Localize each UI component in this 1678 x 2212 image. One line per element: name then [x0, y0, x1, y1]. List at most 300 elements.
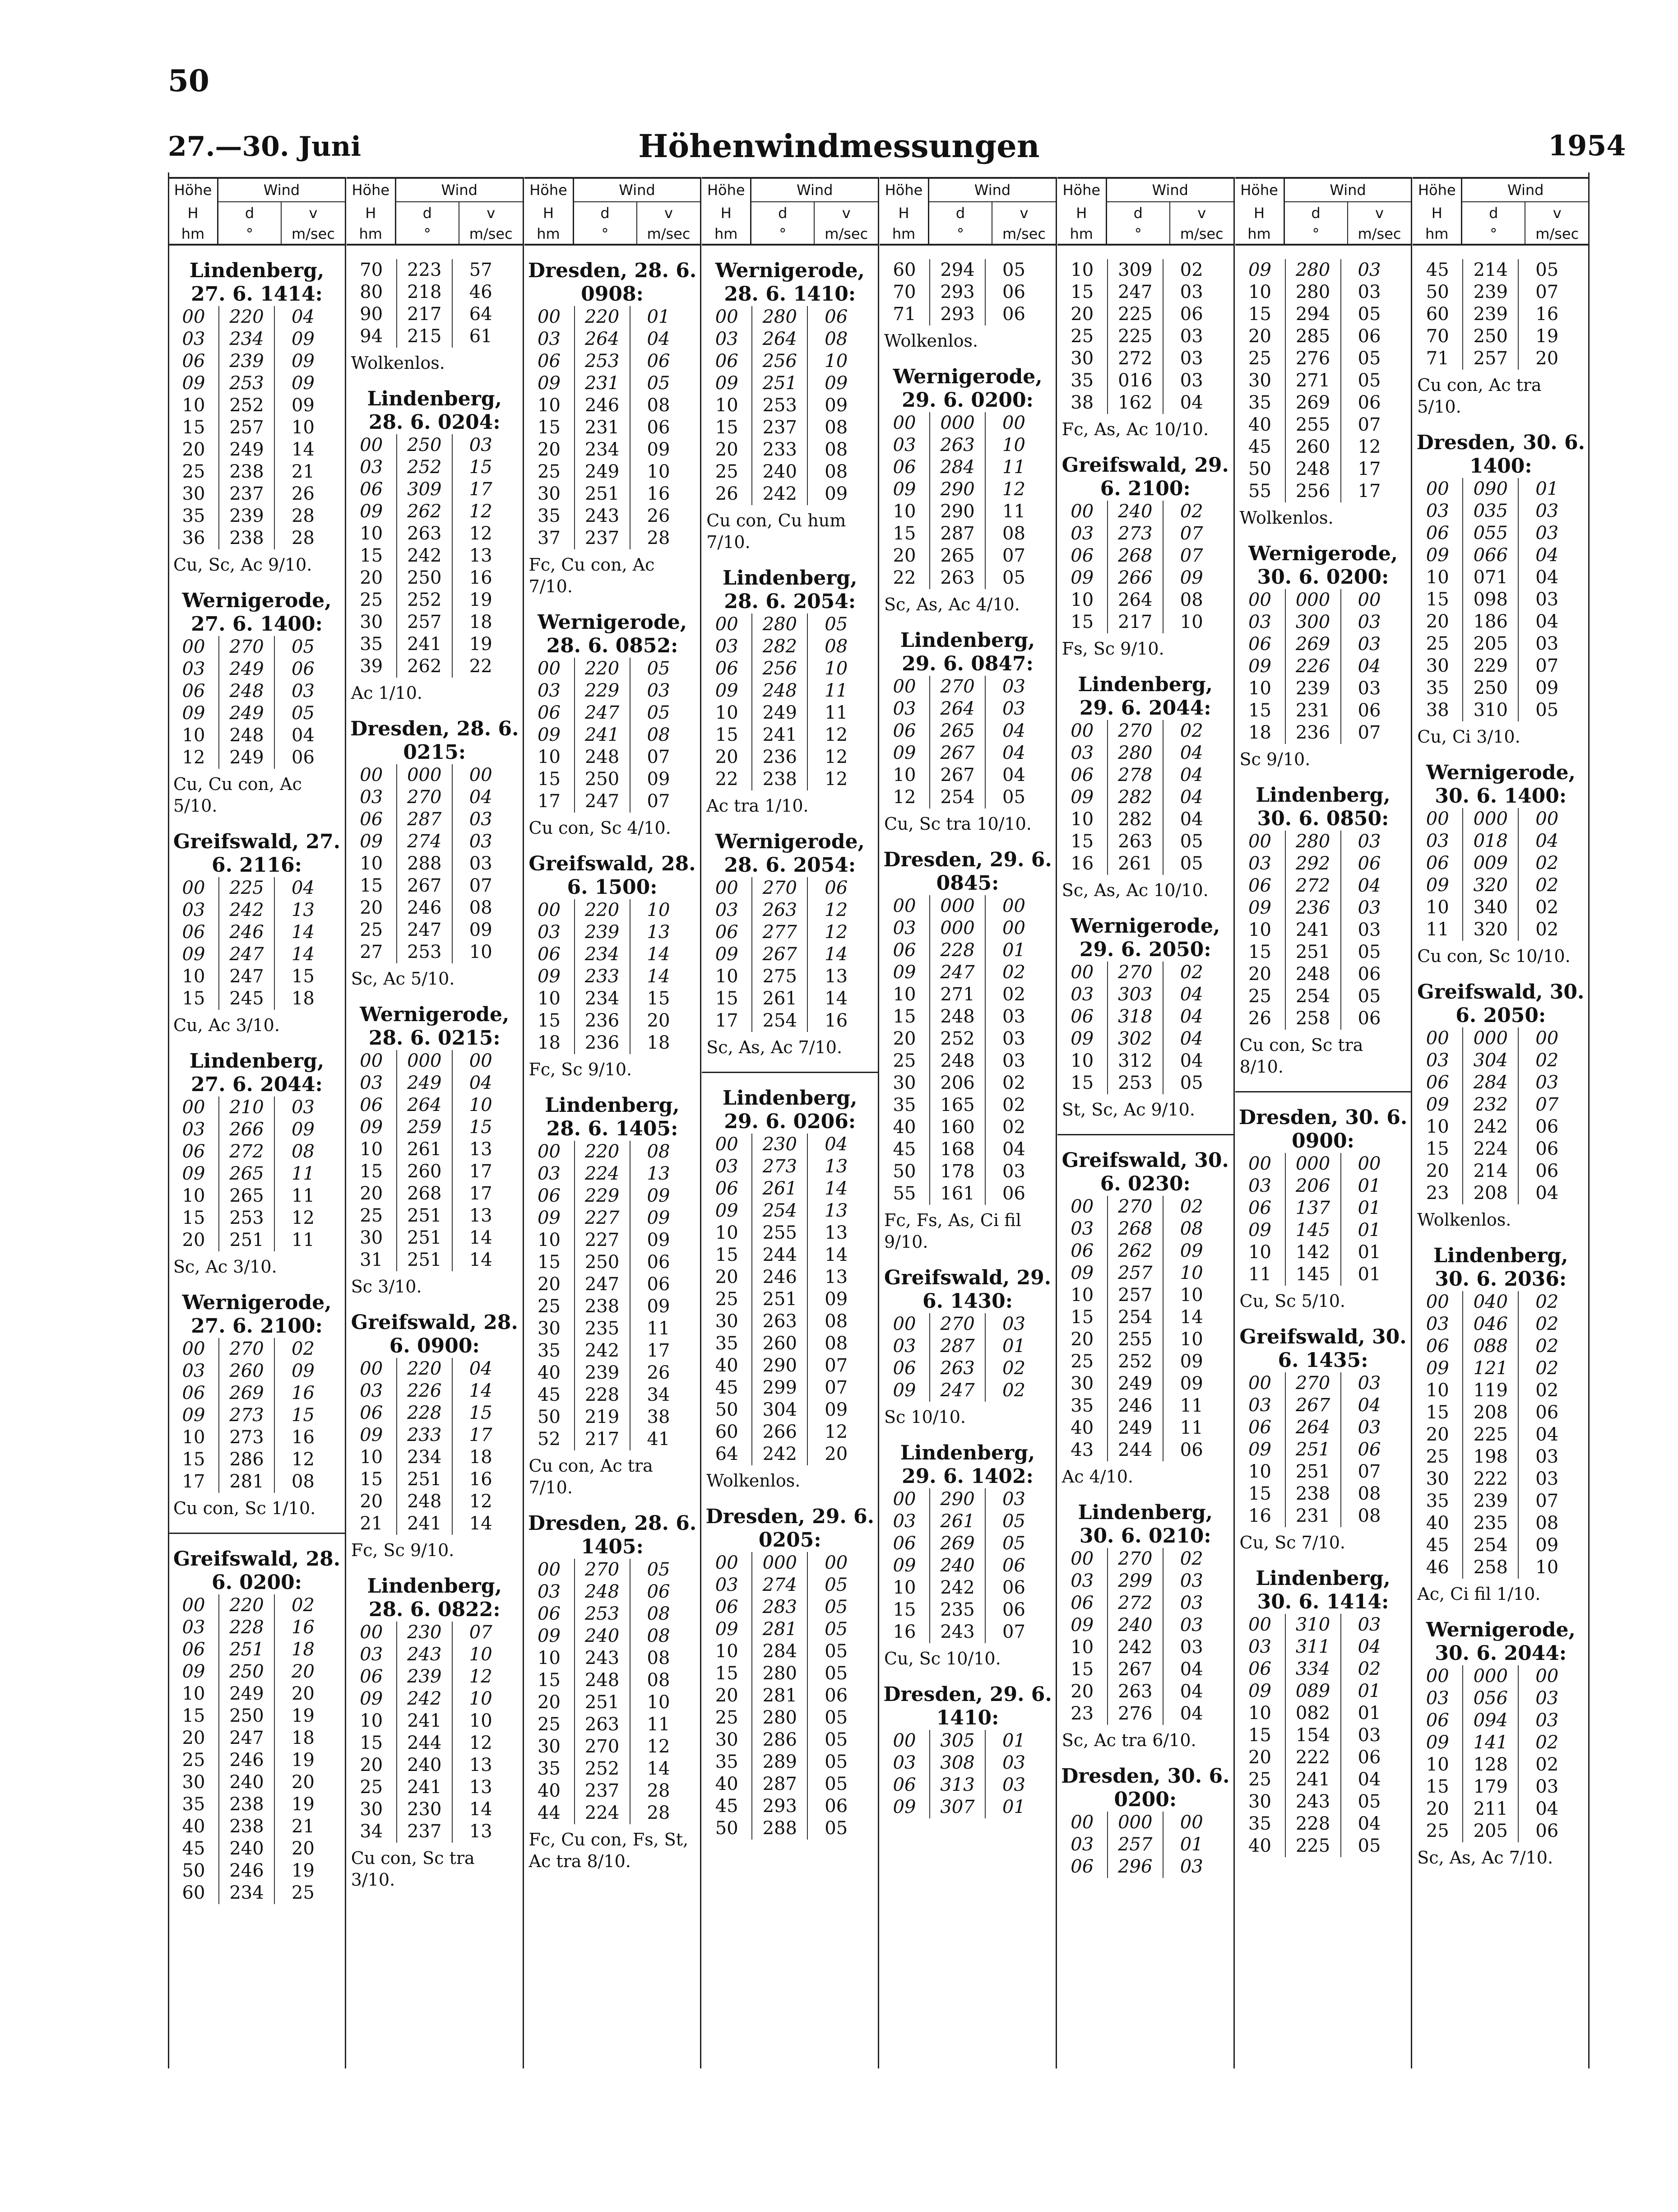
speed-cell: 03 — [1535, 1468, 1559, 1489]
direction-cell: 009 — [1462, 852, 1519, 874]
table-row — [347, 941, 523, 963]
table-row — [524, 1669, 700, 1692]
height-cell: 64 — [715, 1444, 738, 1464]
height-cell: 00 — [1248, 590, 1271, 610]
table-row — [169, 899, 345, 921]
direction-cell: 263 — [396, 523, 453, 545]
table-row — [347, 1139, 523, 1161]
table-row — [524, 306, 700, 328]
height-cell: 09 — [715, 680, 738, 701]
table-row — [1235, 1372, 1411, 1394]
height-cell: 15 — [1248, 304, 1271, 325]
speed-cell: 10 — [1180, 1285, 1203, 1306]
table-row — [1235, 722, 1411, 744]
table-row — [1235, 875, 1411, 897]
station-title: Lindenberg, 28. 6. 0204: — [367, 387, 502, 434]
speed-cell: 10 — [1002, 435, 1025, 455]
height-cell: 06 — [1426, 853, 1449, 874]
height-cell: 03 — [1426, 1050, 1449, 1071]
height-cell: 00 — [1248, 1153, 1271, 1174]
direction-cell: 238 — [1285, 1483, 1341, 1505]
speed-cell: 00 — [1002, 413, 1025, 433]
speed-cell: 10 — [647, 1692, 670, 1713]
station-group — [1235, 1106, 1411, 1312]
speed-cell: 07 — [825, 1377, 848, 1398]
direction-cell: 313 — [929, 1774, 986, 1796]
direction-cell: 251 — [1285, 1461, 1341, 1483]
table-row — [702, 1618, 878, 1640]
cloud-note: Wolkenlos. — [351, 353, 445, 373]
height-cell: 35 — [182, 506, 205, 526]
speed-cell: 03 — [1002, 1050, 1025, 1071]
height-cell: 15 — [1426, 1776, 1449, 1797]
station-title: Lindenberg, 28. 6. 1405: — [545, 1094, 680, 1140]
table-row — [347, 1821, 523, 1843]
speed-cell: 12 — [292, 1449, 315, 1470]
speed-cell: 09 — [647, 1296, 670, 1317]
height-cell: 09 — [1426, 545, 1449, 566]
speed-cell: 08 — [469, 897, 492, 918]
speed-cell: 05 — [1180, 1073, 1203, 1093]
column-header — [1413, 177, 1589, 246]
table-row — [347, 501, 523, 523]
speed-cell: 08 — [647, 1670, 670, 1691]
height-cell: 50 — [182, 1860, 205, 1881]
table-row — [1235, 941, 1411, 963]
table-row — [702, 1222, 878, 1244]
station-group — [169, 1291, 345, 1519]
table-row — [1413, 1335, 1589, 1357]
table-row — [1057, 1373, 1233, 1395]
speed-cell: 01 — [1358, 1176, 1381, 1196]
direction-cell: 290 — [929, 479, 986, 501]
direction-cell: 242 — [574, 1340, 630, 1362]
table-row — [347, 1666, 523, 1688]
direction-cell: 276 — [1107, 1703, 1163, 1725]
direction-cell: 219 — [574, 1406, 630, 1428]
height-cell: 40 — [715, 1355, 738, 1376]
direction-cell: 241 — [396, 1513, 453, 1535]
table-row — [1235, 589, 1411, 611]
table-row — [1413, 897, 1589, 919]
speed-cell: 09 — [825, 395, 848, 416]
direction-cell: 290 — [929, 501, 986, 523]
table-row — [347, 809, 523, 831]
table-row — [347, 1183, 523, 1205]
table-row — [880, 1380, 1056, 1402]
speed-cell: 08 — [292, 1141, 315, 1162]
speed-cell: 14 — [469, 1227, 492, 1248]
direction-cell: 257 — [1462, 348, 1519, 370]
table-row — [1235, 370, 1411, 392]
col-label-v: v — [664, 204, 673, 222]
table-row — [1057, 1240, 1233, 1262]
height-cell: 09 — [893, 1380, 916, 1401]
height-cell: 20 — [538, 1692, 561, 1713]
height-cell: 03 — [893, 918, 916, 939]
direction-cell: 237 — [751, 417, 808, 439]
date-range: 27.—30. Juni — [168, 131, 362, 163]
speed-cell: 20 — [1535, 348, 1559, 369]
table-row — [1235, 897, 1411, 919]
direction-cell: 055 — [1462, 522, 1519, 544]
table-row — [880, 1577, 1056, 1599]
table-row — [524, 1603, 700, 1625]
station-title: Wernigerode, 28. 6. 2054: — [715, 830, 865, 877]
data-column — [880, 177, 1056, 1832]
direction-cell: 090 — [1462, 478, 1519, 500]
height-cell: 00 — [893, 896, 916, 916]
cloud-note: Sc 3/10. — [351, 1277, 422, 1297]
height-cell: 09 — [538, 1626, 561, 1646]
table-row — [1235, 1680, 1411, 1702]
direction-cell: 273 — [751, 1156, 808, 1178]
height-cell: 10 — [538, 1230, 561, 1250]
speed-cell: 09 — [647, 439, 670, 460]
direction-cell: 250 — [1462, 325, 1519, 348]
speed-cell: 12 — [469, 501, 492, 522]
direction-cell: 162 — [1107, 392, 1163, 414]
height-cell: 06 — [1248, 875, 1271, 896]
speed-cell: 04 — [469, 1073, 492, 1093]
speed-cell: 05 — [825, 1729, 848, 1750]
speed-cell: 06 — [1358, 853, 1381, 874]
direction-cell: 231 — [574, 417, 630, 439]
table-row — [1057, 742, 1233, 764]
height-cell: 00 — [1426, 1292, 1449, 1312]
height-cell: 15 — [538, 1670, 561, 1691]
table-row — [702, 746, 878, 768]
speed-cell: 06 — [825, 1796, 848, 1817]
speed-cell: 03 — [469, 809, 492, 830]
speed-cell: 04 — [469, 1358, 492, 1379]
direction-cell: 253 — [396, 941, 453, 963]
station-title: Dresden, 30. 6. 1400: — [1416, 431, 1585, 478]
height-cell: 09 — [715, 373, 738, 394]
height-cell: 45 — [538, 1385, 561, 1405]
speed-cell: 38 — [647, 1407, 670, 1427]
speed-cell: 03 — [1358, 1373, 1381, 1394]
station-title: Lindenberg, 27. 6. 2044: — [189, 1050, 324, 1096]
table-row — [169, 1816, 345, 1838]
height-cell: 03 — [538, 680, 561, 701]
height-cell: 10 — [1426, 897, 1449, 918]
table-row — [524, 943, 700, 966]
height-cell: 03 — [1248, 853, 1271, 874]
direction-cell: 161 — [929, 1183, 986, 1205]
table-row — [702, 1443, 878, 1465]
height-cell: 50 — [893, 1161, 916, 1182]
page-title: Höhenwindmessungen — [638, 127, 1040, 165]
cloud-note: Ac tra 1/10. — [706, 796, 809, 816]
col-label-v: v — [1375, 204, 1384, 222]
speed-cell: 19 — [469, 634, 492, 655]
direction-cell: 247 — [574, 702, 630, 724]
table-row — [880, 434, 1056, 456]
height-cell: 03 — [1071, 984, 1094, 1005]
direction-cell: 258 — [1462, 1557, 1519, 1579]
direction-cell: 254 — [1462, 1534, 1519, 1557]
table-row — [169, 1683, 345, 1705]
col-label-deg: ° — [751, 224, 815, 244]
table-row — [524, 1207, 700, 1229]
height-cell: 10 — [182, 1683, 205, 1704]
table-row — [347, 479, 523, 501]
table-row — [1057, 1306, 1233, 1329]
table-row — [524, 1559, 700, 1581]
table-row — [702, 1729, 878, 1751]
direction-cell: 240 — [929, 1555, 986, 1577]
height-cell: 30 — [1071, 1373, 1094, 1394]
direction-cell: 220 — [574, 658, 630, 680]
height-cell: 00 — [893, 676, 916, 697]
speed-cell: 05 — [825, 1752, 848, 1772]
direction-cell: 272 — [1107, 348, 1163, 370]
table-row — [1235, 633, 1411, 655]
height-cell: 15 — [360, 1733, 383, 1753]
cloud-note: Sc 10/10. — [884, 1407, 966, 1427]
direction-cell: 238 — [218, 461, 275, 483]
height-cell: 00 — [360, 1358, 383, 1379]
height-cell: 15 — [715, 725, 738, 745]
direction-cell: 252 — [574, 1758, 630, 1780]
height-cell: 09 — [893, 479, 916, 500]
speed-cell: 10 — [469, 1095, 492, 1115]
table-row — [1057, 1351, 1233, 1373]
direction-cell: 247 — [574, 1273, 630, 1296]
speed-cell: 02 — [1535, 897, 1559, 918]
speed-cell: 06 — [1358, 1439, 1381, 1460]
direction-cell: 293 — [751, 1795, 808, 1817]
direction-cell: 229 — [574, 1185, 630, 1207]
speed-cell: 04 — [1535, 1424, 1559, 1445]
cloud-note: Fc, As, Ac 10/10. — [1061, 419, 1209, 439]
height-cell: 09 — [1071, 787, 1094, 808]
table-row — [524, 988, 700, 1010]
table-row — [702, 724, 878, 746]
direction-cell: 309 — [1107, 259, 1163, 281]
direction-cell: 223 — [396, 259, 453, 281]
table-row — [347, 1424, 523, 1446]
height-cell: 20 — [1248, 964, 1271, 985]
speed-cell: 01 — [1358, 1264, 1381, 1285]
speed-cell: 02 — [1535, 1336, 1559, 1357]
height-cell: 30 — [1071, 348, 1094, 369]
direction-cell: 241 — [1285, 1769, 1341, 1791]
speed-cell: 04 — [1180, 1050, 1203, 1071]
table-row — [1235, 831, 1411, 853]
table-row — [169, 1119, 345, 1141]
direction-cell: 270 — [218, 1338, 275, 1360]
table-row — [524, 1692, 700, 1714]
direction-cell: 229 — [1462, 655, 1519, 677]
height-cell: 15 — [360, 1469, 383, 1490]
table-row — [1413, 1512, 1589, 1534]
direction-cell: 240 — [1107, 1614, 1163, 1636]
speed-cell: 04 — [1002, 720, 1025, 741]
speed-cell: 17 — [1358, 459, 1381, 479]
height-cell: 09 — [360, 1117, 383, 1138]
speed-cell: 11 — [1002, 501, 1025, 522]
height-cell: 20 — [893, 1028, 916, 1049]
table-row — [1413, 919, 1589, 941]
height-cell: 22 — [715, 769, 738, 790]
table-row — [880, 259, 1056, 281]
table-row — [1235, 1394, 1411, 1417]
height-cell: 35 — [538, 1758, 561, 1779]
table-row — [1413, 1534, 1589, 1557]
height-cell: 06 — [893, 1358, 916, 1379]
cloud-note: Cu con, Cu hum 7/10. — [706, 511, 846, 552]
cloud-note: Sc, As, Ac 10/10. — [1061, 880, 1209, 900]
direction-cell: 282 — [751, 636, 808, 658]
table-row — [880, 545, 1056, 567]
height-cell: 20 — [1426, 1424, 1449, 1445]
cloud-note: Sc, As, Ac 7/10. — [706, 1037, 843, 1057]
speed-cell: 06 — [1002, 1555, 1025, 1576]
speed-cell: 17 — [469, 1425, 492, 1445]
table-row — [169, 306, 345, 328]
height-cell: 06 — [1071, 1241, 1094, 1261]
table-row — [1413, 677, 1589, 699]
height-cell: 00 — [893, 1489, 916, 1510]
speed-cell: 08 — [647, 725, 670, 745]
height-cell: 17 — [538, 791, 561, 812]
height-cell: 17 — [182, 1471, 205, 1492]
col-label-ms: m/sec — [1180, 225, 1224, 242]
direction-cell: 270 — [1107, 1196, 1163, 1218]
speed-cell: 07 — [1358, 414, 1381, 435]
height-cell: 00 — [360, 435, 383, 455]
table-row — [1057, 720, 1233, 742]
direction-cell: 224 — [574, 1802, 630, 1824]
direction-cell: 251 — [396, 1468, 453, 1491]
direction-cell: 249 — [218, 747, 275, 769]
station-group — [1413, 981, 1589, 1231]
table-row — [1057, 1681, 1233, 1703]
table-row — [880, 1161, 1056, 1183]
height-cell: 71 — [1426, 348, 1449, 369]
direction-cell: 255 — [1285, 414, 1341, 436]
table-row — [880, 1752, 1056, 1774]
column-body — [702, 246, 878, 1840]
direction-cell: 119 — [1462, 1380, 1519, 1402]
direction-cell: 260 — [1285, 436, 1341, 458]
speed-cell: 12 — [825, 1422, 848, 1442]
height-cell: 10 — [360, 853, 383, 874]
speed-cell: 02 — [1180, 260, 1203, 280]
direction-cell: 255 — [1107, 1329, 1163, 1351]
speed-cell: 07 — [1535, 655, 1559, 676]
table-row — [169, 527, 345, 549]
height-cell: 15 — [182, 988, 205, 1009]
speed-cell: 17 — [469, 1183, 492, 1204]
table-row — [1235, 1153, 1411, 1175]
height-cell: 25 — [360, 590, 383, 610]
height-cell: 25 — [182, 461, 205, 482]
table-row — [1413, 500, 1589, 522]
page-number: 50 — [168, 63, 209, 98]
table-row — [1057, 1812, 1233, 1834]
table-row — [524, 1802, 700, 1824]
height-cell: 15 — [1071, 612, 1094, 632]
height-cell: 09 — [1426, 875, 1449, 896]
speed-cell: 04 — [647, 329, 670, 349]
col-label-hm: hm — [347, 224, 396, 244]
station-group — [347, 1003, 523, 1297]
table-row — [1235, 1197, 1411, 1219]
col-label-ms: m/sec — [1002, 225, 1046, 242]
column-divider — [1233, 177, 1235, 2068]
height-cell: 06 — [538, 1603, 561, 1624]
col-label-hoehe: Höhe — [1413, 179, 1462, 202]
station-title: Greifswald, 30. 6. 0230: — [1061, 1149, 1229, 1195]
table-row — [1413, 1402, 1589, 1424]
direction-cell: 220 — [218, 1594, 275, 1617]
table-row — [702, 1399, 878, 1421]
height-cell: 00 — [893, 1314, 916, 1334]
speed-cell: 03 — [292, 681, 315, 702]
height-cell: 45 — [182, 1838, 205, 1859]
speed-cell: 16 — [1535, 304, 1559, 325]
speed-cell: 04 — [1358, 1813, 1381, 1834]
height-cell: 00 — [538, 1141, 561, 1162]
table-row — [169, 1360, 345, 1382]
height-cell: 10 — [1071, 1050, 1094, 1071]
speed-cell: 04 — [1358, 1636, 1381, 1657]
cloud-note: Fc, Cu con, Ac 7/10. — [528, 555, 655, 596]
table-row — [1413, 1357, 1589, 1380]
table-row — [1235, 985, 1411, 1008]
direction-cell: 234 — [396, 1446, 453, 1468]
direction-cell: 267 — [751, 943, 808, 966]
direction-cell: 247 — [218, 943, 275, 966]
table-row — [1413, 808, 1589, 830]
speed-cell: 04 — [1358, 1395, 1381, 1416]
station-group — [1057, 454, 1233, 660]
height-cell: 06 — [360, 1403, 383, 1423]
table-row — [702, 1266, 878, 1288]
speed-cell: 01 — [1535, 479, 1559, 499]
table-row — [347, 281, 523, 303]
speed-cell: 08 — [1358, 1483, 1381, 1504]
direction-cell: 071 — [1462, 567, 1519, 589]
table-row — [347, 325, 523, 348]
direction-cell: 000 — [1285, 589, 1341, 611]
table-row — [880, 1533, 1056, 1555]
column-divider — [1056, 177, 1057, 2068]
station-title: Dresden, 28. 6. 1405: — [528, 1512, 697, 1558]
speed-cell: 00 — [469, 1050, 492, 1071]
station-title: Dresden, 29. 6. 1410: — [883, 1683, 1052, 1729]
table-row — [702, 702, 878, 724]
station-group — [702, 567, 878, 817]
direction-cell: 000 — [929, 895, 986, 917]
speed-cell: 03 — [1002, 1028, 1025, 1049]
col-label-d: d — [218, 202, 282, 224]
table-row — [524, 746, 700, 768]
height-cell: 06 — [1248, 1198, 1271, 1218]
speed-cell: 05 — [825, 1818, 848, 1839]
direction-cell: 056 — [1462, 1687, 1519, 1710]
height-cell: 03 — [1071, 1834, 1094, 1855]
speed-cell: 28 — [292, 506, 315, 526]
height-cell: 20 — [1426, 1798, 1449, 1819]
height-cell: 30 — [538, 483, 561, 504]
speed-cell: 07 — [1358, 1461, 1381, 1482]
col-label-hoehe: Höhe — [1235, 179, 1285, 202]
height-cell: 30 — [360, 1227, 383, 1248]
